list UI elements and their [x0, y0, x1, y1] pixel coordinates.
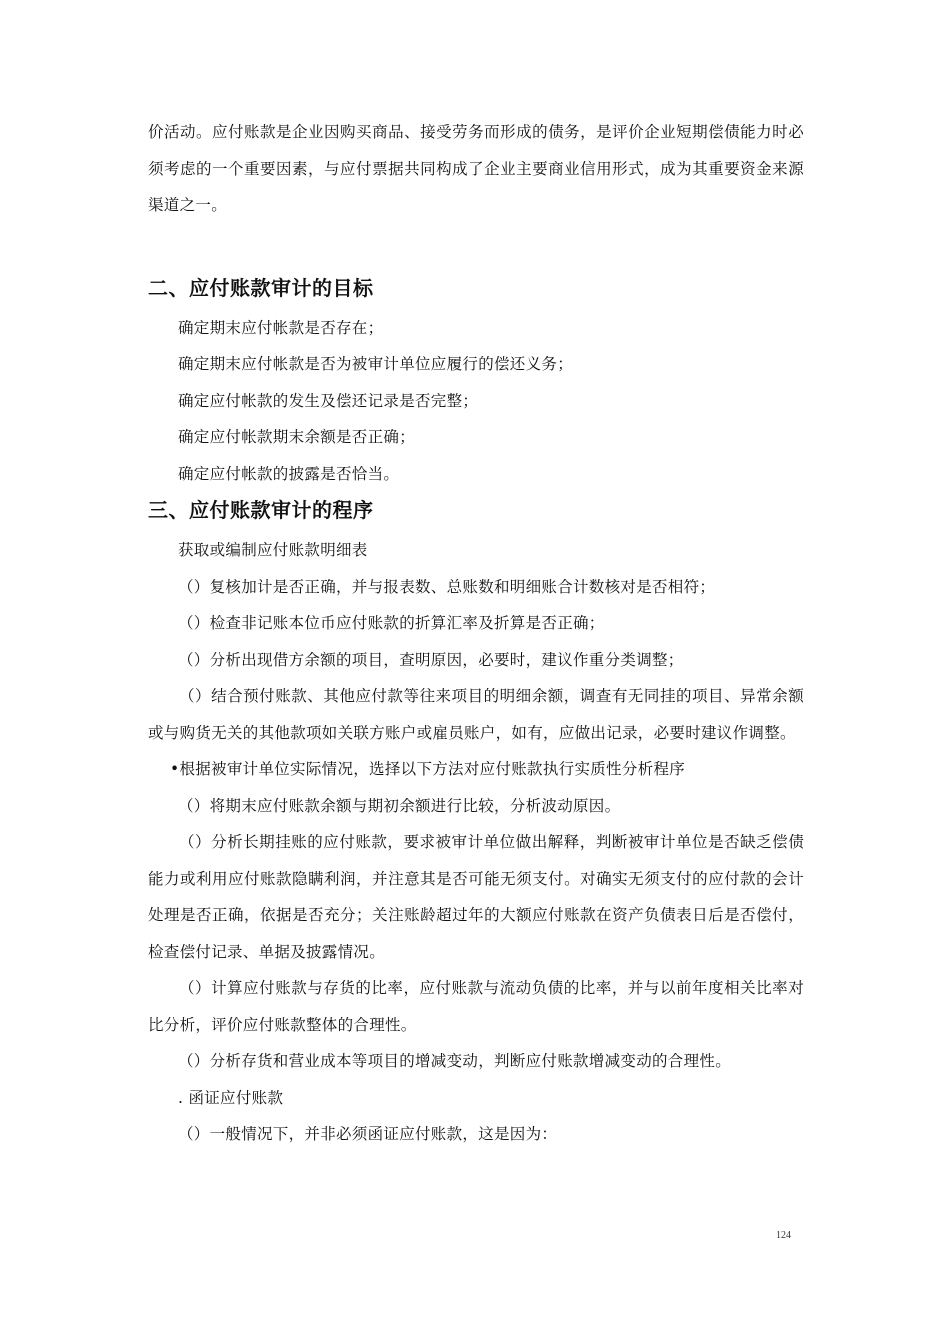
procedure-item: （）一般情况下，并非必须函证应付账款，这是因为： — [178, 1125, 558, 1143]
section-heading-audit-procedures: 三、应付账款审计的程序 — [148, 498, 374, 522]
page-number: 124 — [776, 1230, 791, 1241]
page-content — [148, 114, 804, 1153]
subsection-title-confirmation: . 函证应付账款 — [178, 1088, 284, 1107]
procedure-item: （）分析存货和营业成本等项目的增减变动，判断应付账款增减变动的合理性。 — [178, 1052, 732, 1070]
procedure-item: （）将期末应付账款余额与期初余额进行比较，分析波动原因。 — [178, 796, 621, 815]
objective-item: 确定应付帐款的披露是否恰当。 — [178, 464, 400, 483]
procedure-item: （）检查非记账本位币应付账款的折算汇率及折算是否正确； — [178, 614, 605, 632]
procedure-item: （）复核加计是否正确，并与报表数、总账数和明细账合计数核对是否相符； — [178, 577, 716, 596]
subsection-title-detail-schedule: 获取或编制应付账款明细表 — [178, 541, 368, 559]
objective-item: 确定期末应付帐款是否为被审计单位应履行的偿还义务； — [178, 355, 574, 373]
objective-item: 确定应付帐款期末余额是否正确； — [178, 428, 416, 446]
procedure-item: （）计算应付账款与存货的比率，应付账款与流动负债的比率，并与以前年度相关比率对比分析，评价应付账款整体的合理性。 — [148, 979, 804, 1034]
intro-paragraph: 价活动。应付账款是企业因购买商品、接受劳务而形成的债务，是评价企业短期偿债能力时必须考虑的一个重要因素，与应付票据共同构成了企业主要商业信用形式，成为其重要资金来源渠道之一。 — [148, 123, 804, 214]
subsection-title-analytical-procedures: •根据被审计单位实际情况，选择以下方法对应付账款执行实质性分析程序 — [170, 760, 686, 778]
procedure-item: （）结合预付账款、其他应付款等往来项目的明细余额，调查有无同挂的项目、异常余额或与购货无关的其他款项如关联方账户或雇员账户，如有，应做出记录，必要时建议作调整。 — [148, 687, 804, 742]
procedure-item: （）分析出现借方余额的项目，查明原因，必要时，建议作重分类调整； — [178, 650, 684, 669]
section-heading-audit-objectives: 二、应付账款审计的目标 — [148, 275, 374, 300]
objective-item: 确定应付帐款的发生及偿还记录是否完整； — [178, 391, 479, 410]
procedure-item: （）分析长期挂账的应付账款，要求被审计单位做出解释，判断被审计单位是否缺乏偿债能力或利用应付账款隐瞒利润，并注意其是否可能无须支付。对确实无须支付的应付款的会计处理是否正确，依据是否充分；关注账龄超过年的大额应付账款在资产负债表日后是否偿付，检查偿付记录、单据及披露情况。 — [148, 833, 804, 961]
objective-item: 确定期末应付帐款是否存在； — [178, 318, 384, 337]
